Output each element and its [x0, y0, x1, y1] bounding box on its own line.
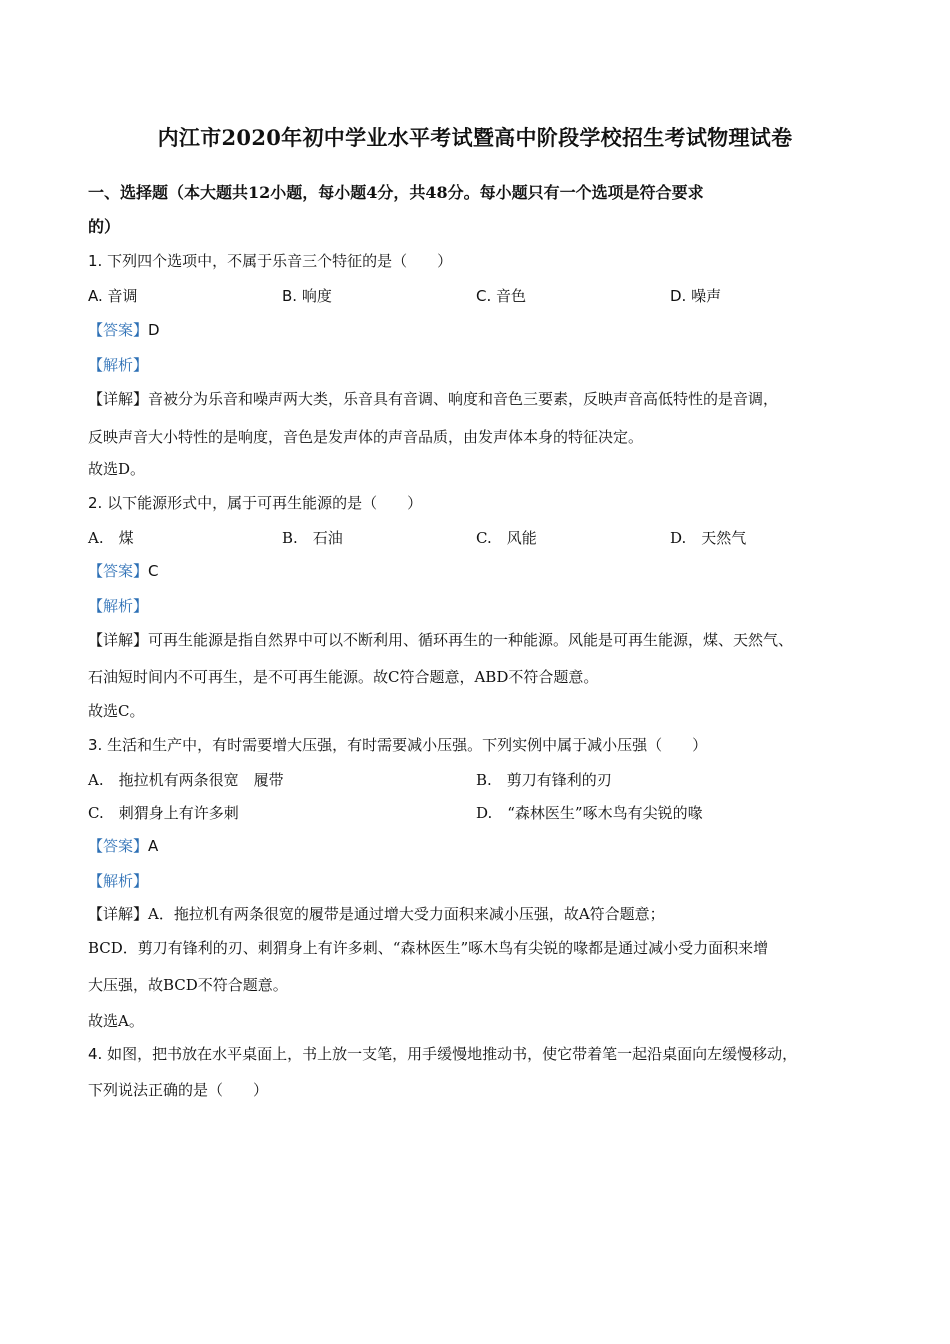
question-4-cont: 下列说法正确的是（ ）: [88, 1081, 269, 1099]
q3-option-b: B. 剪刀有锋利的刃: [476, 771, 612, 789]
question-1: [88, 250, 452, 271]
page-title: 内江市2020年初中学业水平考试暨高中阶段学校招生考试物理试卷: [157, 125, 793, 150]
q1-detail-cont: 反映声音大小特性的是响度，音色是发声体的声音品质，由发声体本身的特征决定。: [88, 428, 644, 446]
q3-option-d: D. “森林医生”啄木鸟有尖锐的喙: [476, 804, 703, 822]
q2-analysis-label: 【解析】: [88, 597, 149, 615]
q2-answer: 【答案】C: [88, 562, 159, 580]
question-4: 4. 如图，把书放在水平桌面上，书上放一支笔，用手缓慢地推动书，使它带着笔一起沿桌面向左缓慢移动，: [88, 1045, 798, 1063]
q3-conclusion: 故选A。: [88, 1012, 144, 1030]
q1-option-d: D. 噪声: [670, 287, 722, 305]
q1-conclusion: 故选D。: [88, 460, 146, 478]
q1-option-b: B. 响度: [282, 287, 332, 305]
q1-answer: 【答案】D: [88, 321, 160, 339]
q3-answer: 【答案】A: [88, 837, 159, 855]
q3-analysis-label: 【解析】: [88, 872, 149, 890]
q1-option-c: C. 音色: [476, 287, 527, 305]
question-2: 2. 以下能源形式中，属于可再生能源的是（ ）: [88, 494, 423, 512]
q3-detail: 【详解】A．拖拉机有两条很宽的履带是通过增大受力面积来减小压强，故A符合题意；: [88, 905, 665, 923]
question-stem: 下列四个选项中，不属于乐音三个特征的是（ ）: [102, 252, 453, 270]
q1-analysis-label: 【解析】: [88, 356, 149, 374]
q2-conclusion: 故选C。: [88, 702, 145, 720]
question-3: 3. 生活和生产中，有时需要增大压强，有时需要减小压强。下列实例中属于减小压强（ ）: [88, 736, 708, 754]
q2-option-d: D. 天然气: [670, 529, 747, 547]
q2-option-c: C. 风能: [476, 529, 537, 547]
q2-option-a: A. 煤: [88, 529, 134, 547]
q1-option-a: A. 音调: [88, 287, 138, 305]
section-heading: 一、选择题（本大题共12小题，每小题4分，共48分。每小题只有一个选项是符合要求: [88, 183, 704, 202]
q3-option-c: C. 刺猬身上有许多刺: [88, 804, 239, 822]
q3-detail-cont: BCD．剪刀有锋利的刃、刺猬身上有许多刺、“森林医生”啄木鸟有尖锐的喙都是通过减小受力面积来增: [88, 939, 769, 957]
q3-option-a: A. 拖拉机有两条很宽 履带: [88, 771, 284, 789]
question-number: 1.: [88, 252, 103, 270]
q2-detail: 【详解】可再生能源是指自然界中可以不断利用、循环再生的一种能源。风能是可再生能源，煤、天然气、: [88, 631, 794, 649]
q3-detail-cont-2: 大压强，故BCD不符合题意。: [88, 976, 288, 994]
q2-detail-cont: 石油短时间内不可再生，是不可再生能源。故C符合题意，ABD不符合题意。: [88, 668, 599, 686]
q1-detail: 【详解】音被分为乐音和噪声两大类，乐音具有音调、响度和音色三要素，反映声音高低特性的是音调，: [88, 390, 779, 408]
section-heading-cont: 的）: [88, 217, 121, 236]
q2-option-b: B. 石油: [282, 529, 343, 547]
